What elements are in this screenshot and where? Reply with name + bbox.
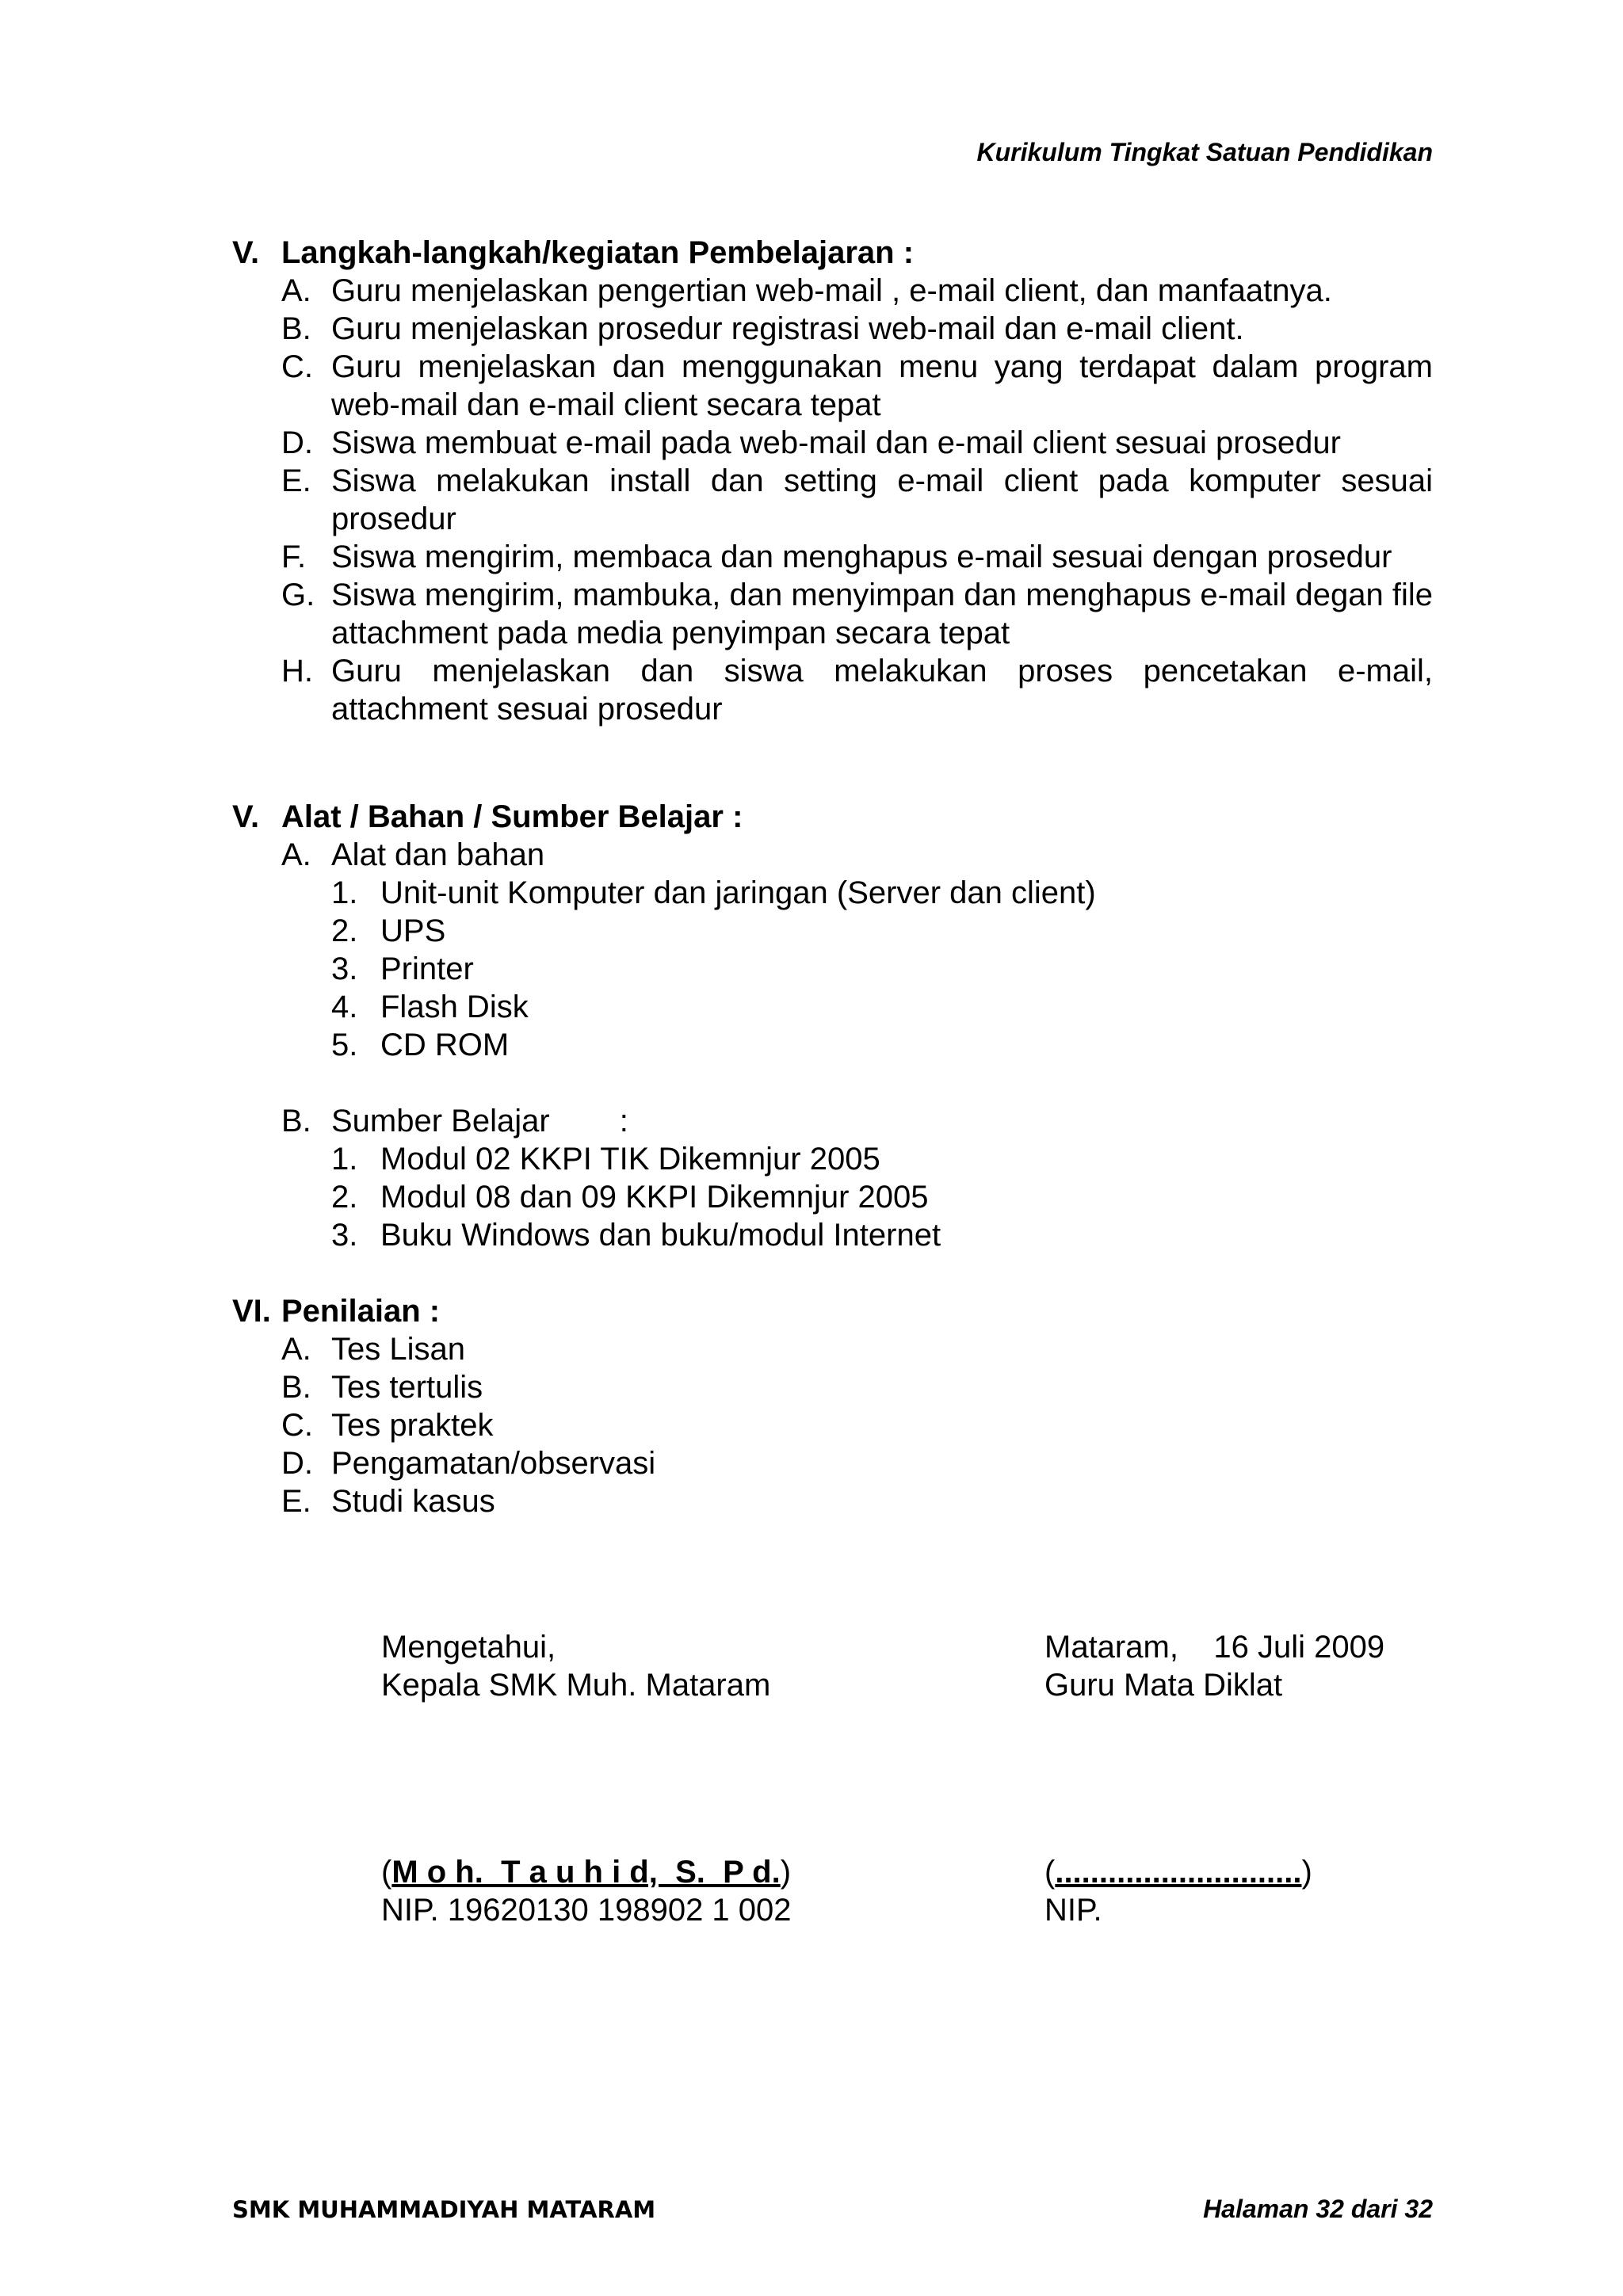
signature-place-date: Mataram, 16 Juli 2009 [1044,1630,1385,1665]
list-item: 3. Printer [331,952,474,986]
section-title-penilaian [232,1292,440,1330]
langkah-list [281,272,1433,728]
list-item: 1. Unit-unit Komputer dan jaringan (Server dan client) [331,875,1096,910]
section-number: V. [232,235,260,270]
list-item: 3. Buku Windows dan buku/modul Internet [331,1218,941,1253]
list-item: G. Siswa mengirim, mambuka, dan menyimpan dan menghapus e-mail degan file attachment pada media penyimpan secara tepat [281,578,1433,650]
list-item: A. Tes Lisan [281,1332,465,1367]
list-item: 1. Modul 02 KKPI TIK Dikemnjur 2005 [331,1142,880,1177]
footer-page-number: Halaman 32 dari 32 [1203,2195,1433,2223]
page-header: Kurikulum Tingkat Satuan Pendidikan [976,138,1433,166]
list-item: 4. Flash Disk [331,990,529,1024]
sumber-list [331,1140,941,1254]
subsection-alat-dan-bahan: A. Alat dan bahan [281,837,545,872]
section-number: VI. [232,1294,271,1329]
signature-left [381,1628,770,1704]
section-title-alat [232,798,743,836]
signature-name: M o h. T a u h i d, S. P d. [391,1855,781,1890]
signature-name-placeholder: ............................ [1055,1855,1302,1890]
section-heading: Langkah-langkah/kegiatan Pembelajaran : [281,235,915,270]
section-heading: Penilaian : [281,1294,441,1329]
signature-right-name-block: (............................) NIP. [1044,1855,1312,1928]
list-item: A. Guru menjelaskan pengertian web-mail , e-mail client, dan manfaatnya. [281,273,1332,308]
signature-acknowledged: Mengetahui, [381,1630,556,1665]
list-item: D. Siswa membuat e-mail pada web-mail dan e-mail client sesuai prosedur [281,425,1341,460]
list-item: F. Siswa mengirim, membaca dan menghapus e-mail sesuai dengan prosedur [281,540,1392,574]
footer-school-name: SMK MUHAMMADIYAH MATARAM [232,2196,656,2223]
list-item: C. Tes praktek [281,1408,494,1443]
list-item: 2. UPS [331,913,446,948]
list-item: B. Guru menjelaskan prosedur registrasi web-mail dan e-mail client. [281,311,1244,346]
signature-role: Kepala SMK Muh. Mataram [381,1668,771,1703]
signature-nip: NIP. [1044,1893,1102,1928]
section-number: V. [232,799,260,834]
list-item: C. Guru menjelaskan dan menggunakan menu yang terdapat dalam program web-mail dan e-mail client secara tepat [281,349,1433,422]
list-item: 2. Modul 08 dan 09 KKPI Dikemnjur 2005 [331,1180,929,1215]
signature-nip: NIP. 19620130 198902 1 002 [381,1893,792,1928]
penilaian-list [281,1330,1433,1520]
signature-role: Guru Mata Diklat [1044,1668,1283,1703]
signature-left-name-block: (M o h. T a u h i d, S. P d.) NIP. 19620130 198902 1 002 [381,1855,792,1928]
signature-right [1044,1628,1384,1704]
list-item: H. Guru menjelaskan dan siswa melakukan proses pencetakan e-mail, attachment sesuai prosedur [281,654,1433,727]
section-heading: Alat / Bahan / Sumber Belajar : [281,799,743,834]
list-item: E. Studi kasus [281,1484,495,1519]
list-item: B. Tes tertulis [281,1370,483,1405]
list-item: 5. CD ROM [331,1028,510,1062]
list-item: D. Pengamatan/observasi [281,1446,656,1481]
section-title-langkah [232,234,914,272]
alat-list [331,874,1096,1064]
subsection-sumber-belajar: B. Sumber Belajar : [281,1104,628,1138]
list-item: E. Siswa melakukan install dan setting e-mail client pada komputer sesuai prosedur [281,463,1433,536]
